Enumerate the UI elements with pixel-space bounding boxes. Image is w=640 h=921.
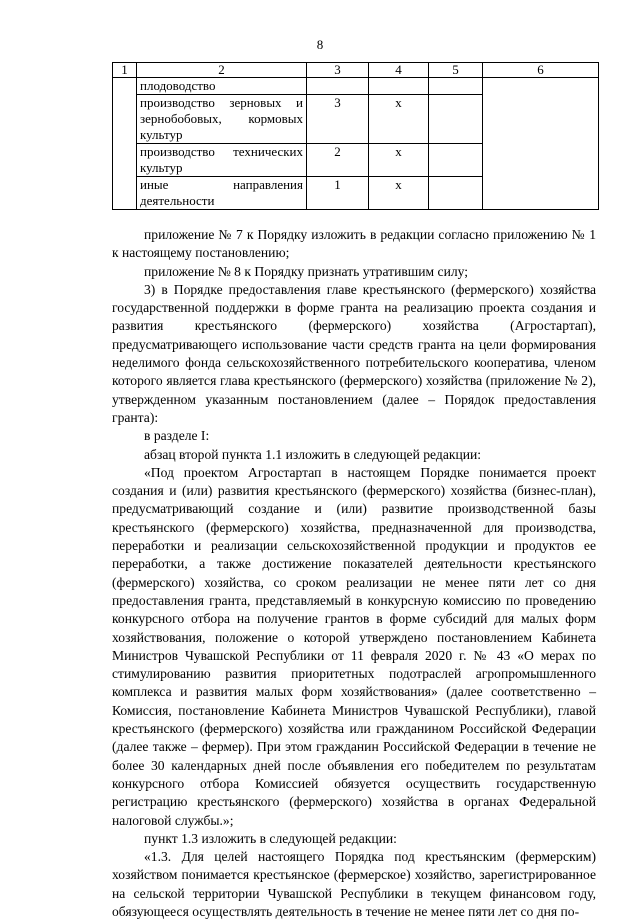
row-name: производство технических культур	[137, 144, 307, 177]
data-table	[112, 62, 599, 210]
row-value-col3: 1	[307, 177, 369, 210]
row-value-col3	[307, 78, 369, 95]
column-header: 6	[483, 63, 599, 78]
row-name: иные направления деятельности	[137, 177, 307, 210]
paragraph: «1.3. Для целей настоящего Порядка под крестьянским (фермерским) хозяйством понимается крестьянское (фермерское) хозяйство, зарегистрированное на сельской территории Чувашской Республики в текущем финансовом году, обязующееся осуществлять деятельность в течение не менее пяти лет со дня по-	[112, 849, 596, 919]
row-value-col3: 2	[307, 144, 369, 177]
row-name: производство зерновых и зернобобовых, кормовых культур	[137, 95, 307, 144]
table-header-row	[113, 63, 599, 78]
table-cell-col5	[429, 95, 483, 144]
row-value-col4: х	[369, 177, 429, 210]
table-row	[113, 78, 599, 95]
paragraph: «Под проектом Агростартап в настоящем Порядке понимается проект создания и (или) развития крестьянского (фермерского) хозяйства (бизнес-план), предусматривающий создание и (или) развитие производственной базы крестьянского (фермерского) хозяйства, предназначенной для производства, переработки и реализации сельскохозяйственной продукции и продуктов ее переработки, а также достижение показателей деятельности крестьянского (фермерского) хозяйства, со сроком реализации не менее пяти лет со дня предоставления гранта, представляемый в конкурсную комиссию по проведению конкурсного отбора на получение грантов в форме субсидий для малых форм хозяйствования, положение о которой утверждено постановлением Кабинета Министров Чувашской Республики от 11 февраля 2020 г. № 43 «О мерах по стимулированию развития приоритетных подотраслей агропромышленного комплекса и развития малых форм хозяйствования» (далее соответственно – Комиссия, постановление Кабинета Министров Чувашской Республики), главой крестьянского (фермерского) хозяйства или гражданином Российской Федерации (далее также – фермер). При этом гражданин Российской Федерации в течение не более 30 календарных дней после объявления его победителем по результатам конкурсного отбора Комиссией обязуется осуществить государственную регистрацию крестьянского (фермерского) хозяйства в органах Федеральной налоговой службы.»;	[112, 464, 596, 828]
page-number: 8	[316, 37, 324, 52]
paragraph: приложение № 7 к Порядку изложить в редакции согласно приложению № 1 к настоящему постановлению;	[112, 227, 596, 261]
column-header: 4	[369, 63, 429, 78]
paragraph: 3) в Порядке предоставления главе крестьянского (фермерского) хозяйства государственной поддержки в форме гранта на реализацию проекта создания и развития крестьянского (фермерского) хозяйства (Агростартап), предусматривающего использование части средств гранта на цели формирования неделимого фонда сельскохозяйственного потребительского кооператива, членом которого является глава крестьянского (фермерского) хозяйства (приложение № 2), утвержденном указанным постановлением (далее – Порядок предоставления гранта):	[112, 281, 596, 425]
table-cell-col6	[483, 78, 599, 210]
row-value-col4: х	[369, 95, 429, 144]
row-value-col3: 3	[307, 95, 369, 144]
table-cell-col1	[113, 78, 137, 210]
paragraph: приложение № 8 к Порядку признать утратившим силу;	[144, 263, 469, 279]
table-cell-col5	[429, 78, 483, 95]
table-cell-col5	[429, 177, 483, 210]
row-value-col4: х	[369, 144, 429, 177]
column-header: 5	[429, 63, 483, 78]
column-header: 3	[307, 63, 369, 78]
body-text	[112, 226, 596, 921]
table-cell-col5	[429, 144, 483, 177]
paragraph: пункт 1.3 изложить в следующей редакции:	[144, 830, 397, 846]
column-header: 1	[113, 63, 137, 78]
column-header: 2	[137, 63, 307, 78]
row-value-col4	[369, 78, 429, 95]
paragraph: в разделе I:	[144, 428, 210, 444]
row-name: плодоводство	[137, 78, 307, 95]
paragraph: абзац второй пункта 1.1 изложить в следующей редакции:	[144, 446, 482, 462]
